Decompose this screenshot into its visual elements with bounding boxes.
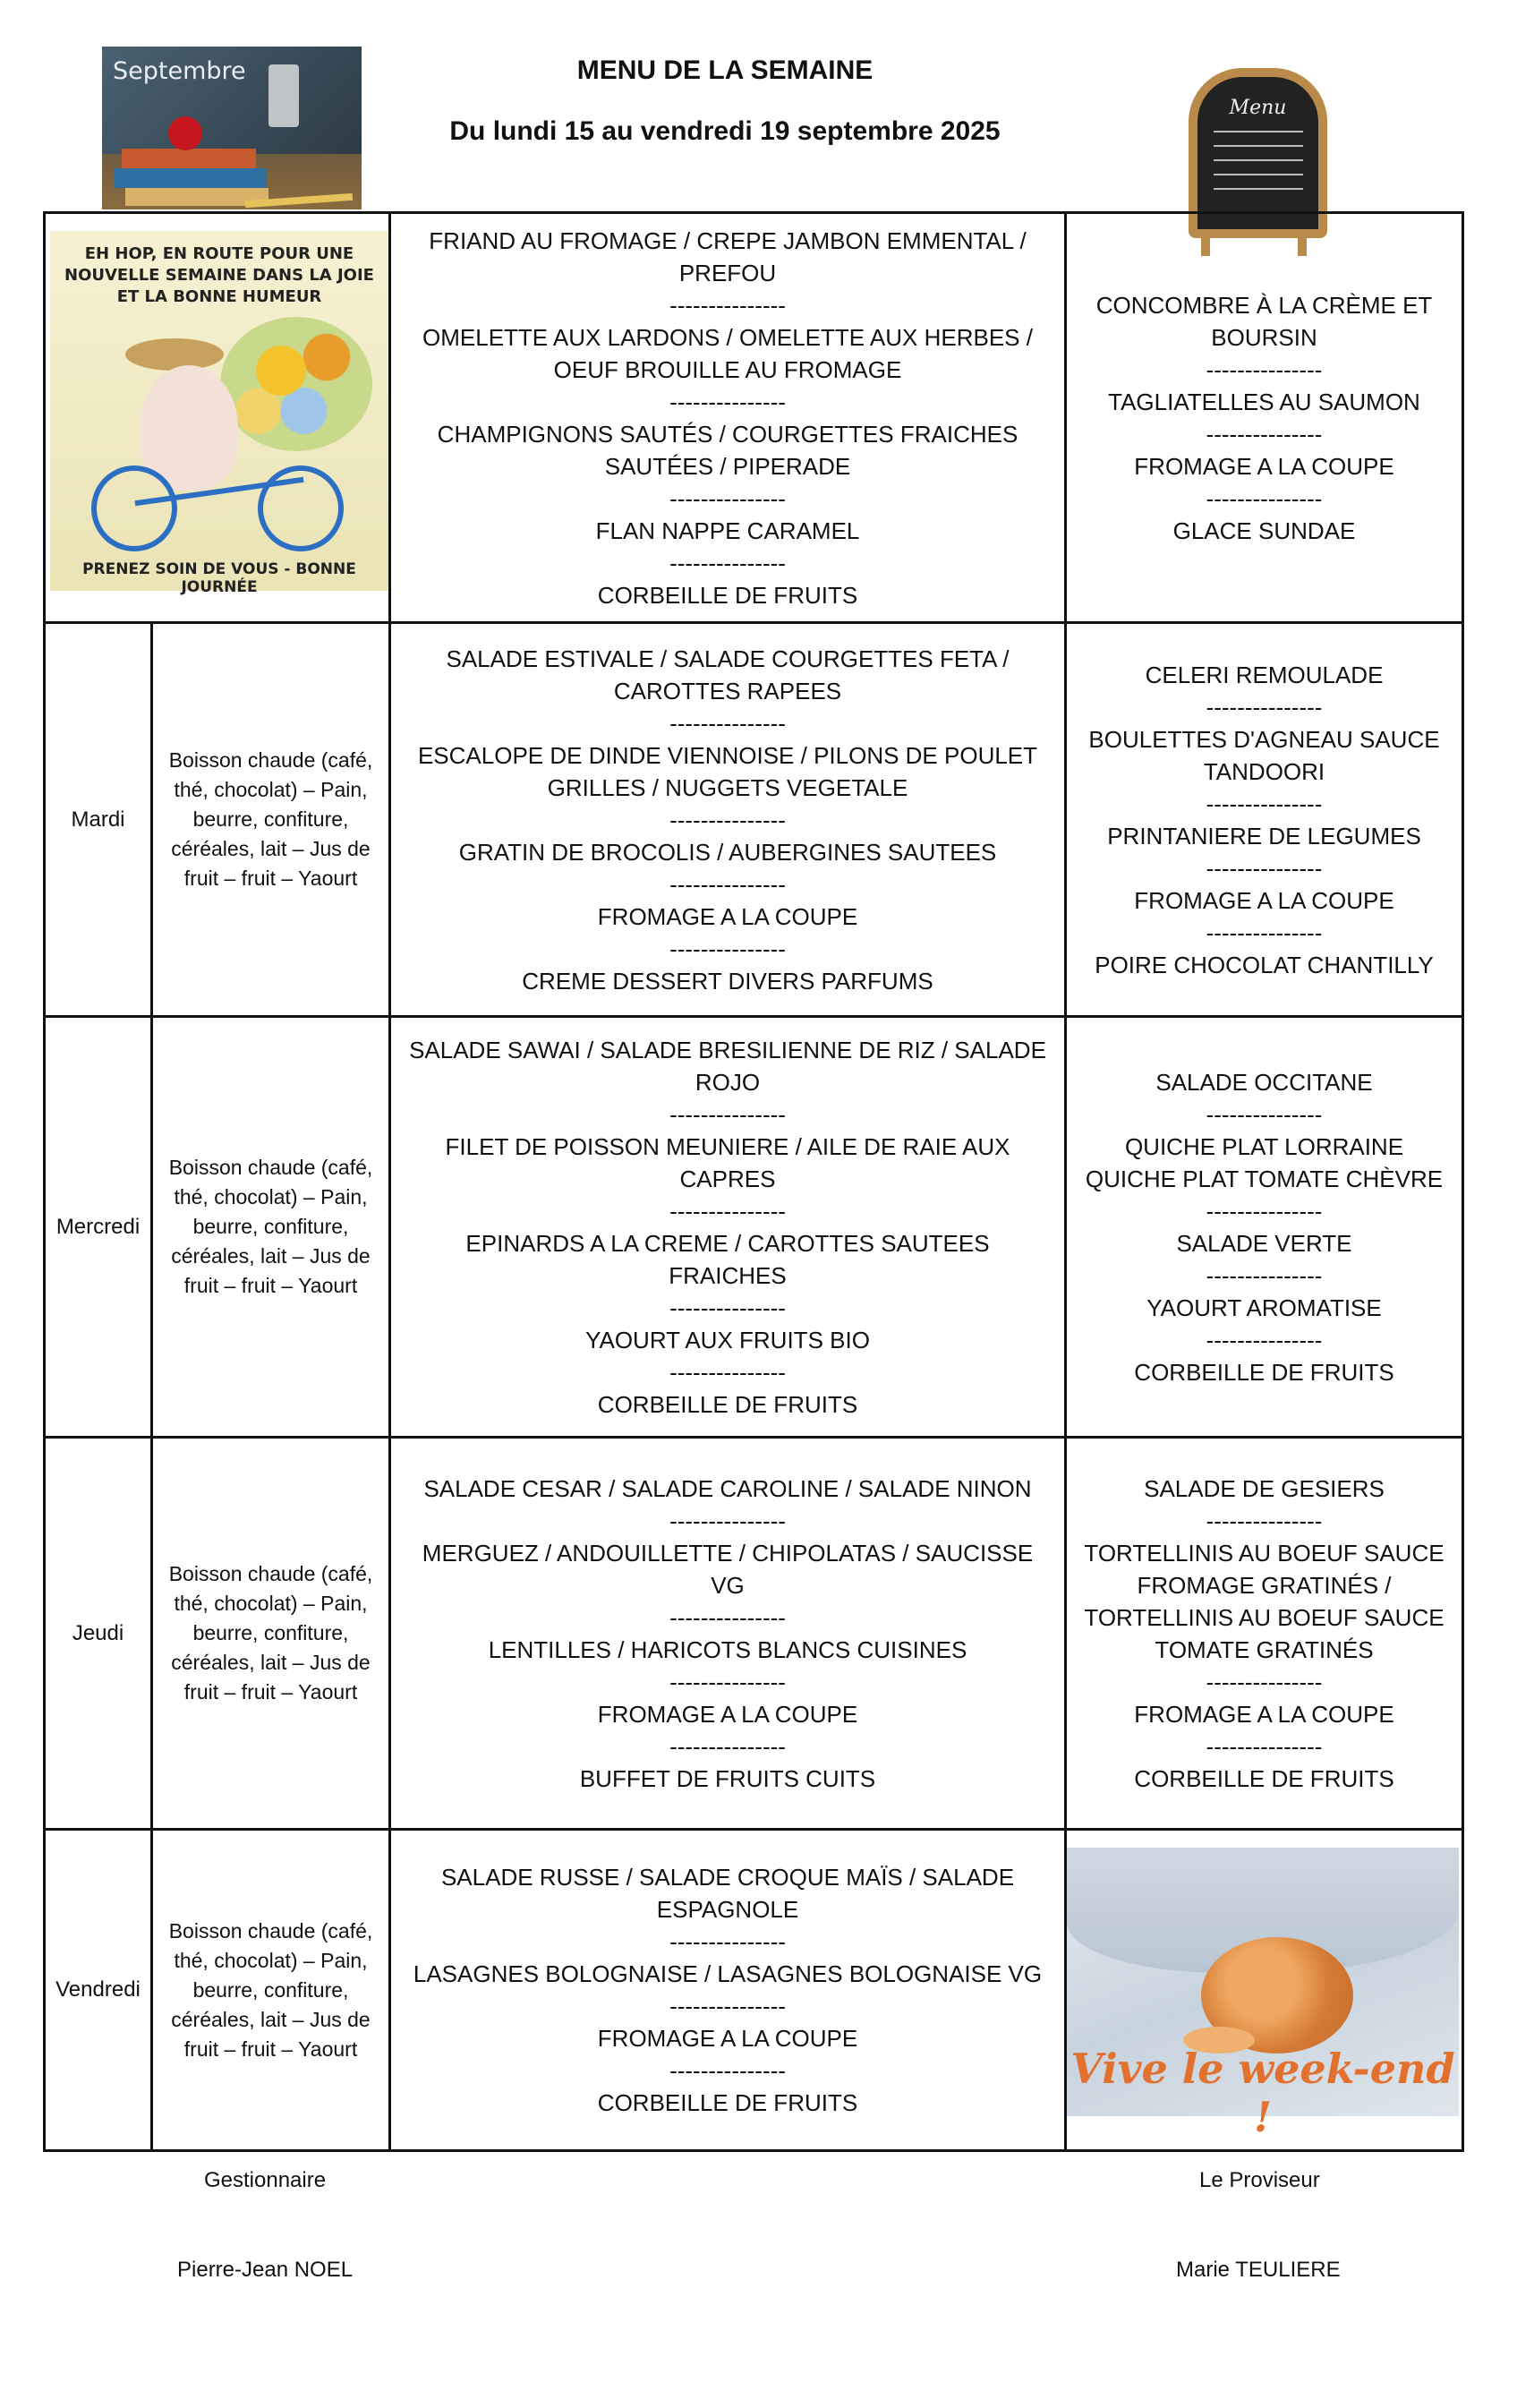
separator: ---------------: [1206, 1326, 1323, 1353]
separator: ---------------: [669, 1100, 786, 1128]
lunch-cell-mercredi: [391, 1018, 1064, 1436]
dinner-item: SALADE VERTE: [1176, 1229, 1352, 1257]
monday-greeting-image: [50, 231, 388, 596]
book-shape: [115, 168, 267, 188]
separator: ---------------: [669, 1993, 786, 2019]
day-label-jeudi: Jeudi: [72, 1620, 124, 1645]
day-label-mercredi: Mercredi: [55, 1214, 141, 1239]
lunch-cell-monday: [391, 214, 1064, 621]
dinner-cell-mercredi: [1067, 1018, 1462, 1436]
separator: ---------------: [1206, 1100, 1323, 1128]
dinner-item: CELERI REMOULADE: [1145, 661, 1384, 688]
signature-right-name: Marie TEULIERE: [1176, 2258, 1341, 2282]
separator: ---------------: [669, 388, 786, 415]
table-border: [43, 2149, 1464, 2152]
separator: ---------------: [669, 1358, 786, 1386]
separator: ---------------: [669, 2057, 786, 2084]
breakfast-cell-vendredi: Boisson chaude (café, thé, chocolat) – Pain, beurre, confiture, céréales, lait – Jus de fruit – fruit – Yaourt: [168, 1918, 373, 2061]
dinner-item: QUICHE PLAT LORRAINE QUICHE PLAT TOMATE CHÈVRE: [1085, 1132, 1444, 1192]
dinner-cell-monday: [1067, 214, 1462, 621]
lunch-item: GRATIN DE BROCOLIS / AUBERGINES SAUTEES: [458, 838, 997, 866]
hat-shape: [125, 338, 224, 371]
lunch-item: BUFFET DE FRUITS CUITS: [579, 1764, 876, 1792]
lunch-cell-mardi: [391, 624, 1064, 1015]
lunch-cell-jeudi: [391, 1439, 1064, 1828]
lunch-item: MERGUEZ / ANDOUILLETTE / CHIPOLATAS / SAUCISSE VG: [422, 1539, 1034, 1599]
lunch-item: CORBEILLE DE FRUITS: [597, 1390, 858, 1418]
lunch-item: OMELETTE AUX LARDONS / OMELETTE AUX HERBES / OEUF BROUILLE AU FROMAGE: [422, 323, 1033, 383]
signature-left-name: Pierre-Jean NOEL: [177, 2258, 354, 2282]
separator: ---------------: [669, 806, 786, 833]
separator: ---------------: [669, 484, 786, 512]
separator: ---------------: [1206, 1197, 1323, 1225]
dinner-item: PRINTANIERE DE LEGUMES: [1107, 822, 1421, 850]
separator: ---------------: [669, 1668, 786, 1695]
separator: ---------------: [1206, 420, 1323, 448]
separator: ---------------: [1206, 918, 1323, 946]
lunch-item: CORBEILLE DE FRUITS: [597, 2089, 858, 2116]
dinner-item: BOULETTES D'AGNEAU SAUCE TANDOORI: [1088, 725, 1440, 785]
lunch-item: FROMAGE A LA COUPE: [597, 902, 858, 930]
separator: ---------------: [1206, 1732, 1323, 1760]
lunch-item: EPINARDS A LA CREME / CAROTTES SAUTEES FRAICHES: [465, 1229, 990, 1289]
dinner-item: SALADE OCCITANE: [1155, 1068, 1373, 1096]
separator: ---------------: [669, 1197, 786, 1225]
breakfast-cell-mercredi: Boisson chaude (café, thé, chocolat) – Pain, beurre, confiture, céréales, lait – Jus de fruit – fruit – Yaourt: [168, 1156, 373, 1297]
separator: ---------------: [1206, 693, 1323, 721]
dinner-item: SALADE DE GESIERS: [1144, 1474, 1385, 1502]
eraser-shape: [268, 64, 299, 127]
menu-board-label: Menu: [1229, 97, 1287, 119]
apple-icon: [168, 116, 202, 150]
flower-bouquet-shape: [220, 317, 372, 451]
separator: ---------------: [669, 935, 786, 962]
dinner-item: FROMAGE A LA COUPE: [1134, 1700, 1394, 1728]
dinner-item: GLACE SUNDAE: [1172, 517, 1356, 544]
september-label: Septembre: [113, 57, 246, 85]
separator: ---------------: [669, 1507, 786, 1534]
dinner-cell-jeudi: [1067, 1439, 1462, 1828]
lunch-item: CHAMPIGNONS SAUTÉS / COURGETTES FRAICHES SAUTÉES / PIPERADE: [437, 420, 1018, 480]
lunch-item: LENTILLES / HARICOTS BLANCS CUISINES: [488, 1635, 967, 1663]
dinner-item: CORBEILLE DE FRUITS: [1134, 1358, 1394, 1386]
lunch-item: CREME DESSERT DIVERS PARFUMS: [522, 967, 933, 995]
day-label-vendredi: Vendredi: [55, 1977, 141, 2002]
lunch-item: ESCALOPE DE DINDE VIENNOISE / PILONS DE POULET GRILLES / NUGGETS VEGETALE: [417, 741, 1038, 801]
separator: ---------------: [669, 1928, 786, 1955]
menu-board-lines: [1214, 131, 1303, 202]
separator: ---------------: [669, 1732, 786, 1760]
separator: ---------------: [1206, 854, 1323, 882]
lunch-item: SALADE SAWAI / SALADE BRESILIENNE DE RIZ / SALADE ROJO: [409, 1036, 1046, 1096]
separator: ---------------: [669, 1603, 786, 1631]
lunch-item: SALADE RUSSE / SALADE CROQUE MAÏS / SALADE ESPAGNOLE: [440, 1864, 1015, 1923]
day-label-mardi: Mardi: [71, 807, 125, 832]
separator: ---------------: [1206, 790, 1323, 817]
separator: ---------------: [669, 1294, 786, 1321]
lunch-item: SALADE CESAR / SALADE CAROLINE / SALADE NINON: [423, 1474, 1032, 1502]
lunch-item: FRIAND AU FROMAGE / CREPE JAMBON EMMENTAL / PREFOU: [429, 226, 1027, 286]
bike-wheel-shape: [91, 465, 177, 551]
greeting-top-text: EH HOP, EN ROUTE POUR UNE NOUVELLE SEMAINE DANS LA JOIE ET LA BONNE HUMEUR: [64, 244, 374, 306]
separator: ---------------: [1206, 1668, 1323, 1695]
dinner-item: TAGLIATELLES AU SAUMON: [1108, 388, 1420, 415]
lunch-item: FILET DE POISSON MEUNIERE / AILE DE RAIE AUX CAPRES: [445, 1132, 1010, 1192]
greeting-bottom-text: PRENEZ SOIN DE VOUS - BONNE JOURNÉE: [82, 560, 356, 596]
lunch-item: CORBEILLE DE FRUITS: [597, 581, 858, 609]
book-shape: [122, 149, 256, 168]
dinner-cell-mardi: [1067, 624, 1462, 1015]
dinner-item: FROMAGE A LA COUPE: [1134, 452, 1394, 480]
dinner-item: CORBEILLE DE FRUITS: [1134, 1764, 1394, 1792]
dinner-item: FROMAGE A LA COUPE: [1134, 886, 1394, 914]
signature-left-role: Gestionnaire: [204, 2168, 327, 2192]
dinner-item: POIRE CHOCOLAT CHANTILLY: [1095, 951, 1434, 978]
table-border: [1462, 211, 1464, 2152]
separator: ---------------: [1206, 1261, 1323, 1289]
separator: ---------------: [1206, 1507, 1323, 1534]
weekend-cat-image: [1067, 1848, 1459, 2141]
separator: ---------------: [669, 709, 786, 737]
lunch-item: SALADE ESTIVALE / SALADE COURGETTES FETA / CAROTTES RAPEES: [446, 645, 1010, 704]
separator: ---------------: [669, 549, 786, 576]
lunch-item: LASAGNES BOLOGNAISE / LASAGNES BOLOGNAISE VG: [413, 1960, 1043, 1987]
lunch-item: YAOURT AUX FRUITS BIO: [585, 1326, 870, 1353]
lunch-item: FLAN NAPPE CARAMEL: [595, 517, 860, 544]
separator: ---------------: [669, 291, 786, 319]
lunch-cell-vendredi: [391, 1831, 1064, 2149]
weekend-text: Vive le week-end !: [1070, 2045, 1455, 2141]
lunch-item: FROMAGE A LA COUPE: [597, 1700, 858, 1728]
dinner-item: TORTELLINIS AU BOEUF SAUCE FROMAGE GRATINÉS / TORTELLINIS AU BOEUF SAUCE TOMATE GRATINÉS: [1084, 1539, 1445, 1663]
separator: ---------------: [1206, 355, 1323, 383]
page-title: MENU DE LA SEMAINE: [576, 56, 874, 85]
page-subtitle: Du lundi 15 au vendredi 19 septembre 2025: [449, 116, 1001, 146]
dinner-item: CONCOMBRE À LA CRÈME ET BOURSIN: [1095, 291, 1433, 351]
separator: ---------------: [1206, 484, 1323, 512]
separator: ---------------: [669, 870, 786, 898]
breakfast-cell-jeudi: Boisson chaude (café, thé, chocolat) – Pain, beurre, confiture, céréales, lait – Jus de fruit – fruit – Yaourt: [168, 1562, 373, 1704]
september-image: [102, 47, 362, 209]
dinner-item: YAOURT AROMATISE: [1146, 1294, 1382, 1321]
lunch-item: FROMAGE A LA COUPE: [597, 2025, 858, 2052]
breakfast-cell-mardi: Boisson chaude (café, thé, chocolat) – Pain, beurre, confiture, céréales, lait – Jus de fruit – fruit – Yaourt: [168, 748, 373, 890]
signature-right-role: Le Proviseur: [1199, 2168, 1320, 2192]
